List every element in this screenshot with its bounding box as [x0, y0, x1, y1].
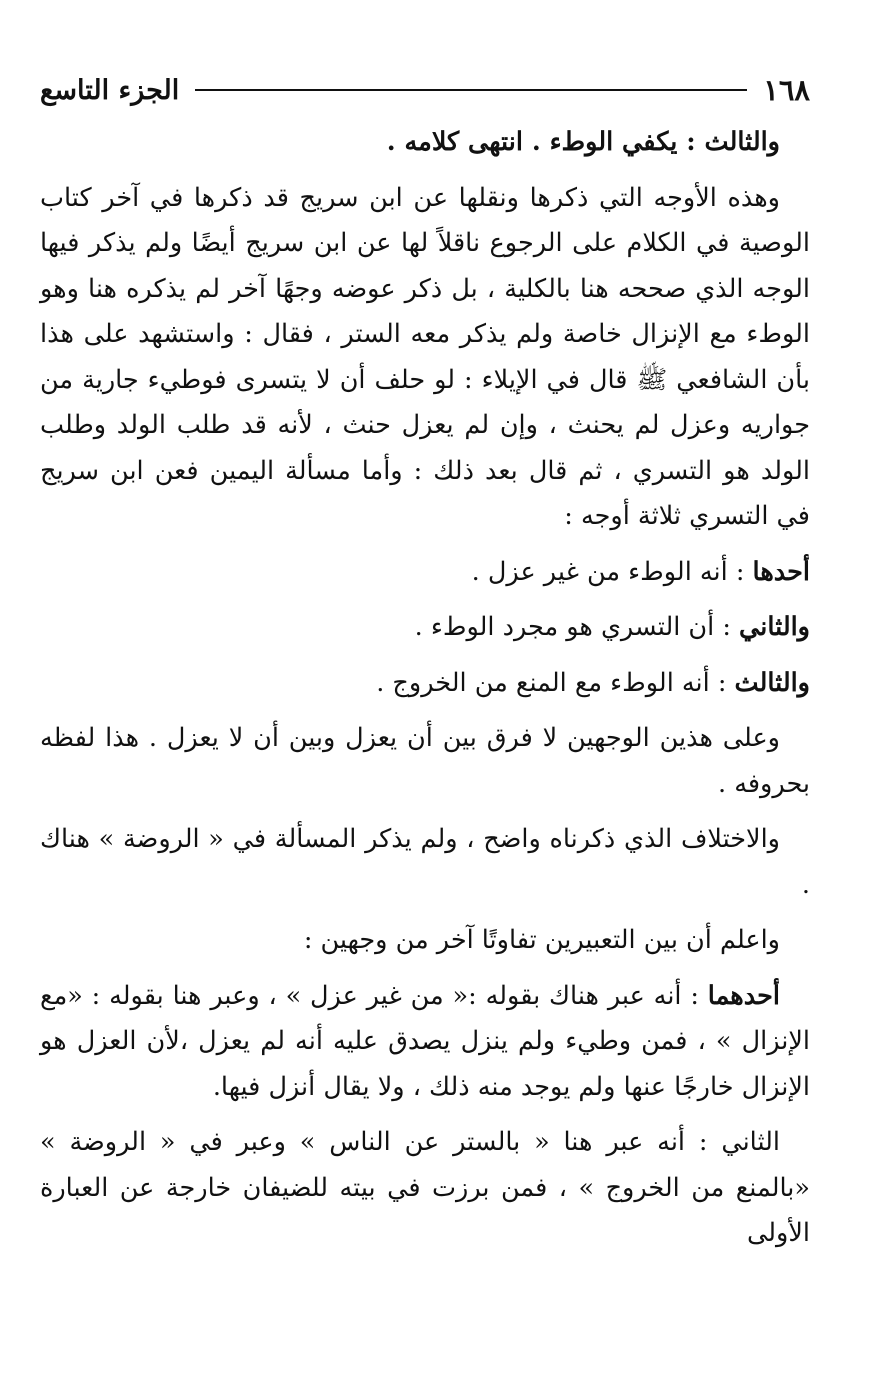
page-number: ١٦٨: [763, 73, 810, 107]
list-item-second-lead: والثاني: [739, 612, 810, 642]
paragraph-1: وهذه الأوجه التي ذكرها ونقلها عن ابن سريج قد ذكرها في آخر كتاب الوصية في الكلام على الرجوع ناقلاً لها عن ابن سريج أيضًا ولم يذكر فيها الوجه الذي صححه هنا بالكلية ، بل ذكر عوضه وجهًا آخر لم يذكره هنا وهو الوطء مع الإنزال خاصة ولم يذكر معه الستر ، فقال : واستشهد على هذا بأن الشافعي ﷺ قال في الإيلاء : لو حلف أن لا يتسرى فوطيء جارية من جواريه وعزل لم يحنث ، وإن لم يعزل حنث ، لأنه قد طلب الولد وطلب الولد هو التسري ، ثم قال بعد ذلك : وأما مسألة اليمين فعن ابن سريج في التسري ثلاثة أوجه :: [40, 182, 810, 531]
paragraph-5-text: : أنه عبر هناك بقوله :« من غير عزل » ، وعبر هنا بقوله : «مع الإنزال » ، فمن وطيء ولم ينزل يصدق عليه أنه لم يعزل ،لأن العزل هو الإنزال خارجًا عنها ولم يوجد منه ذلك ، ولا يقال أنزل فيها.: [40, 980, 810, 1102]
header-rule: [195, 89, 747, 91]
volume-title: الجزء التاسع: [40, 74, 180, 106]
paragraph-intro: والثالث : يكفي الوطء . انتهى كلامه .: [386, 127, 780, 157]
list-item-third-lead: والثالث: [734, 667, 810, 698]
page-header: [40, 68, 810, 112]
list-item-second: [40, 605, 810, 651]
page-body: [40, 120, 810, 1257]
paragraph-5: [40, 974, 810, 1111]
paragraph-6: الثاني : أنه عبر هنا « بالستر عن الناس » وعبر في « الروضة » «بالمنع من الخروج » ، فمن برزت في بيته للضيفان خارجة عن العبارة الأولى: [40, 1127, 810, 1248]
list-item-third-text: : أنه الوطء مع المنع من الخروج .: [376, 667, 735, 698]
list-item-first: [40, 550, 810, 596]
paragraph-5-lead: أحدهما: [707, 980, 780, 1011]
list-item-first-text: : أنه الوطء من غير عزل .: [471, 556, 753, 587]
list-item-first-lead: أحدها: [752, 556, 810, 587]
list-item-third: [40, 661, 810, 707]
book-page: [40, 68, 810, 1267]
list-item-second-text: : أن التسري هو مجرد الوطء .: [414, 612, 740, 642]
paragraph-3: والاختلاف الذي ذكرناه واضح ، ولم يذكر المسألة في « الروضة » هناك .: [40, 824, 810, 900]
paragraph-4: واعلم أن بين التعبيرين تفاوتًا آخر من وجهين :: [303, 925, 780, 955]
paragraph-2: وعلى هذين الوجهين لا فرق بين أن يعزل وبين أن لا يعزل . هذا لفظه بحروفه .: [40, 723, 810, 799]
